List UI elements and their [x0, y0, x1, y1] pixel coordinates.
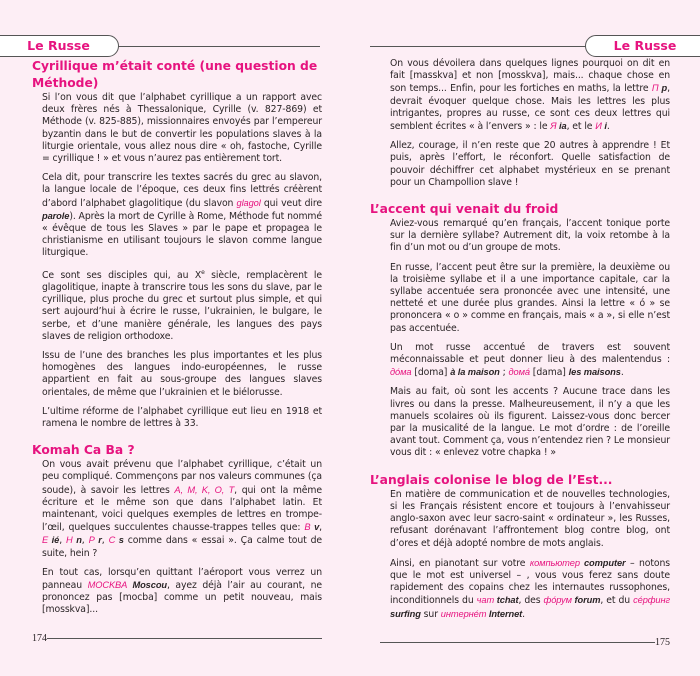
paragraph: [42, 350, 322, 399]
russian-term: чат: [476, 595, 495, 606]
translation: Internet: [486, 608, 523, 619]
text-run: On vous avait prévenu que l’alphabet cyrillique, c’était un peu compliqué. Commençons par nos valeurs communes (ça soude), à savoir les lettres: [42, 459, 322, 496]
translation: p: [658, 83, 668, 94]
section-title: Cyrillique m’était conté (une question de Méthode): [32, 59, 318, 90]
translation: r: [94, 535, 102, 546]
text-run: Aviez-vous remarqué qu’en français, l’accent tonique porte sur la dernière syllabe? Autrement dit, la voix retombe à la fin d’un mot ou d’un groupe de mots.: [390, 218, 670, 254]
translation: les maisons: [568, 367, 621, 378]
russian-term: Я: [550, 121, 557, 132]
text-run: , qui ont la même écriture et le même son que dans l’alphabet latin. Et maintenant, voici quelques exemples de lettres en trompe-l’œil, quelques succulentes chausse-trappes telles que:: [42, 484, 323, 534]
text-run: ,: [81, 535, 89, 547]
russian-term: интернéт: [440, 608, 487, 619]
text-run: [doma]: [411, 367, 451, 379]
text-run: .: [606, 121, 610, 133]
translation: tchat: [494, 595, 519, 606]
text-run: .: [522, 608, 526, 620]
translation: ia: [556, 121, 567, 132]
paragraph: [390, 557, 670, 621]
text-run: En russe, l’accent peut être sur la première, la deuxième ou la troisième syllabe et il a une importance capitale, car la syllabe accentuée sera prononcée avec une intensité, une netteté et une durée plus grandes. Ainsi la lettre « ó » se prononcera « o » comme en français, mais « a », si elle n’est pas accentuée.: [390, 261, 670, 334]
text-run: ). Après la mort de Cyrille à Rome, Méthode fut nommé « évêque de tous les Slaves » par le pape et propagea le christianisme en utilisant toujours le slavon comme langue liturgique.: [42, 210, 322, 259]
text-run: Si l’on vous dit que l’alphabet cyrillique a un rapport avec deux frères nés à Thessalonique, Cyrille (v. 827-869) et Méthode (v. 825-885), missionnaires envoyés par l’empereur byzantin dans le but de convertir les populations slaves à la liturgie orientale, vous allez nous dire « oh, fastoche, Cyrille = cyrillique ! » et vous n’aurez pas entièrement tort.: [42, 92, 322, 165]
section: [32, 442, 322, 616]
right-content: [370, 58, 670, 633]
text-run: Allez, courage, il n’en reste que 20 autres à apprendre ! Et puis, après l’effort, le réconfort. Quelle satisfaction de pouvoir déchiffrer cet alphabet mystérieux en se prenant pour un Champollion slave !: [390, 140, 670, 188]
paragraph: [390, 58, 670, 133]
page-footer: [380, 633, 670, 649]
russian-term: фóрум: [543, 595, 572, 606]
paragraph: [390, 140, 670, 189]
russian-term: B: [304, 522, 311, 533]
paragraph: [42, 459, 322, 560]
page-number: 174: [32, 632, 47, 644]
paragraph: [42, 172, 322, 259]
text-run: qui veut dire: [260, 197, 322, 209]
translation: surfing: [390, 608, 421, 619]
footer-rule: [380, 642, 655, 643]
text-run: En tout cas, lorsqu’en quittant l’aéroport vous verrez un panneau: [42, 566, 322, 591]
paragraph: [42, 92, 322, 165]
left-page: [0, 0, 350, 672]
paragraph: [390, 218, 670, 255]
footer-rule: [47, 638, 322, 639]
text-run: e: [201, 268, 205, 276]
text-run: , et du: [600, 595, 634, 607]
text-run: Issu de l’une des branches les plus importantes et les plus homogènes des langues indo-européennes, le russe appartient en fait au sous-groupe des langues slaves orientales, de même que l’ukrainien et le biélorusse.: [42, 349, 322, 398]
russian-term: домá: [508, 367, 530, 378]
translation: s: [115, 535, 124, 546]
right-page: [350, 0, 700, 676]
text-run: , et le: [566, 121, 596, 133]
section: [32, 58, 322, 430]
text-run: siècle, remplacèrent le glagolitique, inapte à transcrire tous les sons du slave, par le cyrillique, plus proche du grec et surtout plus simple, et qui sert aujourd’hui à écrire le russe, l’ukrainien, le bulgare, le serbe, et d’une manière générale, les langues des pays slaves de religion orthodoxe.: [42, 269, 322, 342]
text-run: – notons que le mot est universel – , vous vous ferez sans doute rapidement des copains chez les internautes russophones, inconditionnels du: [390, 557, 670, 607]
russian-term: MOCKBA: [87, 580, 128, 590]
header-rule: [370, 46, 586, 47]
paragraph: [390, 386, 670, 459]
paragraph: [390, 262, 670, 335]
page-footer: [32, 629, 322, 645]
russian-term: И: [595, 121, 602, 132]
left-content: [32, 58, 322, 629]
text-run: En matière de communication et de nouvelles technologies, si les Français résistent encore et toujours à l’envahisseur anglo-saxon avec leur sacro-saint « ordinateur », les Russes, refusant dorénavant l’affrontement blog contre blog, ont d’ores et déjà adopté nombre de mots anglais.: [390, 488, 670, 549]
section-title: L’accent qui venait du froid: [370, 202, 559, 217]
russian-term: E: [42, 535, 49, 546]
translation: Moscou: [127, 580, 167, 590]
section-title: L’anglais colonise le blog de l’Est...: [370, 472, 613, 487]
paragraph: [42, 567, 322, 617]
text-run: On vous dévoilera dans quelques lignes pourquoi on dit en fait [masskva] et non [mosskva], mais... chaque chose en son temps... Enfin, pour les fortiches en maths, la lettre: [390, 58, 670, 95]
text-run: sur: [420, 608, 441, 620]
translation: à la maison: [450, 367, 500, 378]
header-rule: [118, 46, 320, 47]
paragraph: [390, 489, 670, 550]
text-run: Ainsi, en pianotant sur votre: [390, 557, 530, 569]
section: [370, 472, 670, 621]
text-run: [dama]: [529, 367, 569, 379]
translation: computer: [579, 557, 626, 568]
russian-term: C: [108, 535, 116, 546]
text-run: , ayez déjà l’air au courant, ne prononcez pas [mocba] comme un petit nouveau, mais [mosskva]...: [42, 580, 322, 616]
chapter-tab: Le Russe: [0, 35, 119, 57]
text-run: .: [620, 367, 624, 379]
paragraph: [390, 342, 670, 380]
russian-term: glagol: [236, 197, 261, 208]
text-run: Un mot russe accentué de travers est souvent méconnaissable et peut donner lieu à des malentendus :: [390, 341, 670, 366]
russian-term: P: [88, 535, 95, 546]
chapter-tab: Le Russe: [585, 35, 700, 57]
section-title: Komah Ca Ba ?: [32, 443, 135, 458]
paragraph: [42, 267, 322, 343]
russian-term: компьютер: [529, 557, 580, 568]
section: [370, 201, 670, 460]
text-run: ,: [101, 535, 109, 547]
text-run: comme dans « essai ». Ça calme tout de suite, hein ?: [42, 535, 323, 559]
translation: n: [72, 535, 82, 546]
text-run: ,: [319, 522, 322, 534]
intro: [370, 58, 670, 189]
paragraph: [42, 406, 322, 430]
text-run: L’ultime réforme de l’alphabet cyrillique eut lieu en 1918 et ramena le nombre de lettres à 33.: [42, 405, 322, 429]
text-run: Cela dit, pour transcrire les textes sacrés du grec au slavon, la langue locale de l’époque, ces deux fins lettrés créèrent d’abord l’alphabet glagolitique (du slavon: [42, 172, 322, 209]
russian-term: сéрфинг: [633, 595, 671, 606]
translation: i: [601, 121, 607, 132]
text-run: , devrait évoquer quelque chose. Mais les lettres les plus intrigantes, propres au russe, ce sont ces deux lettres qui semblent écrites « à l’envers » : le: [390, 83, 670, 133]
russian-term: дóма: [390, 367, 412, 378]
translation: ié: [48, 535, 60, 546]
translation: v: [310, 522, 320, 533]
text-run: , des: [518, 595, 544, 607]
page-number: 175: [655, 636, 670, 648]
text-run: Mais au fait, où sont les accents ? Aucune trace dans les livres ou dans la presse. Malheureusement, il n’y a que les manuels scolaires où ils figurent. Laissez-vous donc bercer par la musicalité de la langue. Le mot d’ordre : de l’oreille avant tout. Comment ça, vous n’entendez rien ? Le monsieur vous dit : « enlevez votre chapka ! »: [390, 386, 670, 459]
translation: forum: [571, 595, 601, 606]
translation: parole: [42, 210, 70, 221]
text-run: ,: [59, 535, 67, 547]
russian-term: П: [651, 83, 659, 94]
russian-term: A, M, K, O, T: [174, 484, 235, 495]
russian-term: H: [66, 535, 73, 546]
text-run: ;: [499, 367, 509, 379]
text-run: Ce sont ses disciples qui, au X: [42, 269, 202, 281]
